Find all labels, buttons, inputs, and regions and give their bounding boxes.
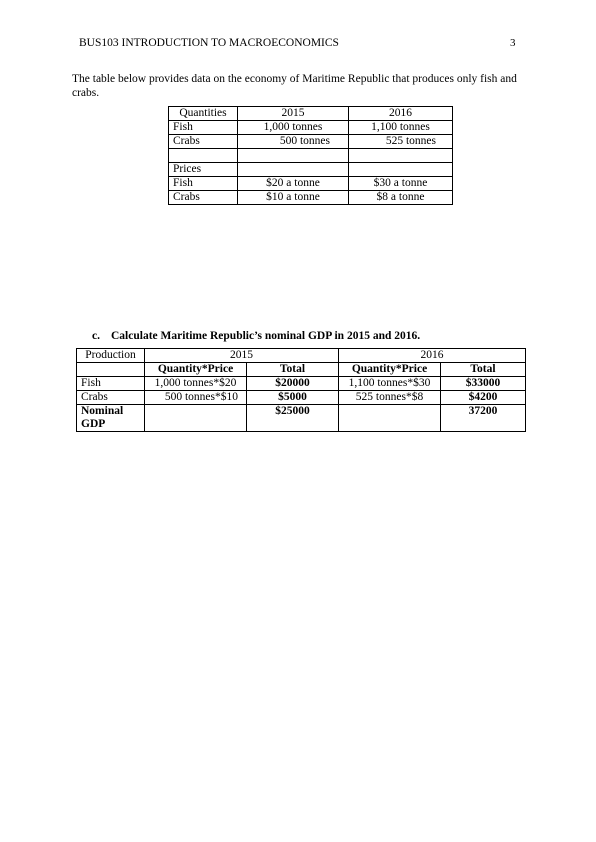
table-header-cell: Quantities (169, 107, 238, 121)
header-title: BUS103 INTRODUCTION TO MACROECONOMICS (79, 37, 339, 49)
table-cell: Crabs (169, 135, 238, 149)
table-cell: $5000 (247, 391, 339, 405)
table-header-cell: Quantity*Price (339, 363, 441, 377)
table-cell: $8 a tonne (349, 191, 453, 205)
table-header-cell: 2016 (339, 349, 526, 363)
table-cell: Fish (169, 121, 238, 135)
table-cell (169, 149, 238, 163)
table-row (169, 149, 453, 163)
table-cell: $30 a tonne (349, 177, 453, 191)
table-cell: $10 a tonne (238, 191, 349, 205)
table-cell: 1,100 tonnes (349, 121, 453, 135)
table-cell (238, 149, 349, 163)
table-cell: $33000 (441, 377, 526, 391)
table-cell: 525 tonnes*$8 (339, 391, 441, 405)
table-cell: $20000 (247, 377, 339, 391)
table-row (77, 377, 526, 391)
table-row (169, 135, 453, 149)
table-cell: Fish (77, 377, 145, 391)
table-cell: 1,100 tonnes*$30 (339, 377, 441, 391)
table-row (169, 191, 453, 205)
intro-paragraph: The table below provides data on the economy of Maritime Republic that produces only fish and crabs. (72, 73, 517, 99)
table-cell: 500 tonnes (238, 135, 349, 149)
table-cell: 500 tonnes*$10 (145, 391, 247, 405)
question-heading (92, 330, 420, 342)
table-cell: Crabs (77, 391, 145, 405)
table-cell (349, 149, 453, 163)
table-header-cell: 2015 (238, 107, 349, 121)
table-cell: Prices (169, 163, 238, 177)
table-header-cell: 2016 (349, 107, 453, 121)
table-row (77, 405, 526, 432)
table-header-cell: Production (77, 349, 145, 363)
table-row (77, 391, 526, 405)
table-cell: 525 tonnes (349, 135, 453, 149)
table-cell (339, 405, 441, 432)
table-cell: $20 a tonne (238, 177, 349, 191)
table-cell: $25000 (247, 405, 339, 432)
table-cell (349, 163, 453, 177)
nominal-gdp-table (76, 348, 526, 432)
question-text: Calculate Maritime Republic’s nominal GDP in 2015 and 2016. (111, 330, 421, 342)
page-number: 3 (510, 37, 516, 49)
table-sub-header-row (77, 363, 526, 377)
table-cell: 1,000 tonnes*$20 (145, 377, 247, 391)
table-header-cell (77, 363, 145, 377)
table-group-header-row (77, 349, 526, 363)
table-row (169, 163, 453, 177)
table-cell: Nominal GDP (77, 405, 145, 432)
table-header-cell: Total (247, 363, 339, 377)
question-label: c. (92, 330, 100, 342)
table-cell: Fish (169, 177, 238, 191)
economy-data-table (168, 106, 453, 205)
table-row (169, 121, 453, 135)
table-header-row (169, 107, 453, 121)
table-cell: 1,000 tonnes (238, 121, 349, 135)
table-cell: $4200 (441, 391, 526, 405)
table-cell: Crabs (169, 191, 238, 205)
table-header-cell: 2015 (145, 349, 339, 363)
table-cell: 37200 (441, 405, 526, 432)
table-header-cell: Quantity*Price (145, 363, 247, 377)
table-row (169, 177, 453, 191)
table-header-cell: Total (441, 363, 526, 377)
table-cell (238, 163, 349, 177)
table-cell (145, 405, 247, 432)
